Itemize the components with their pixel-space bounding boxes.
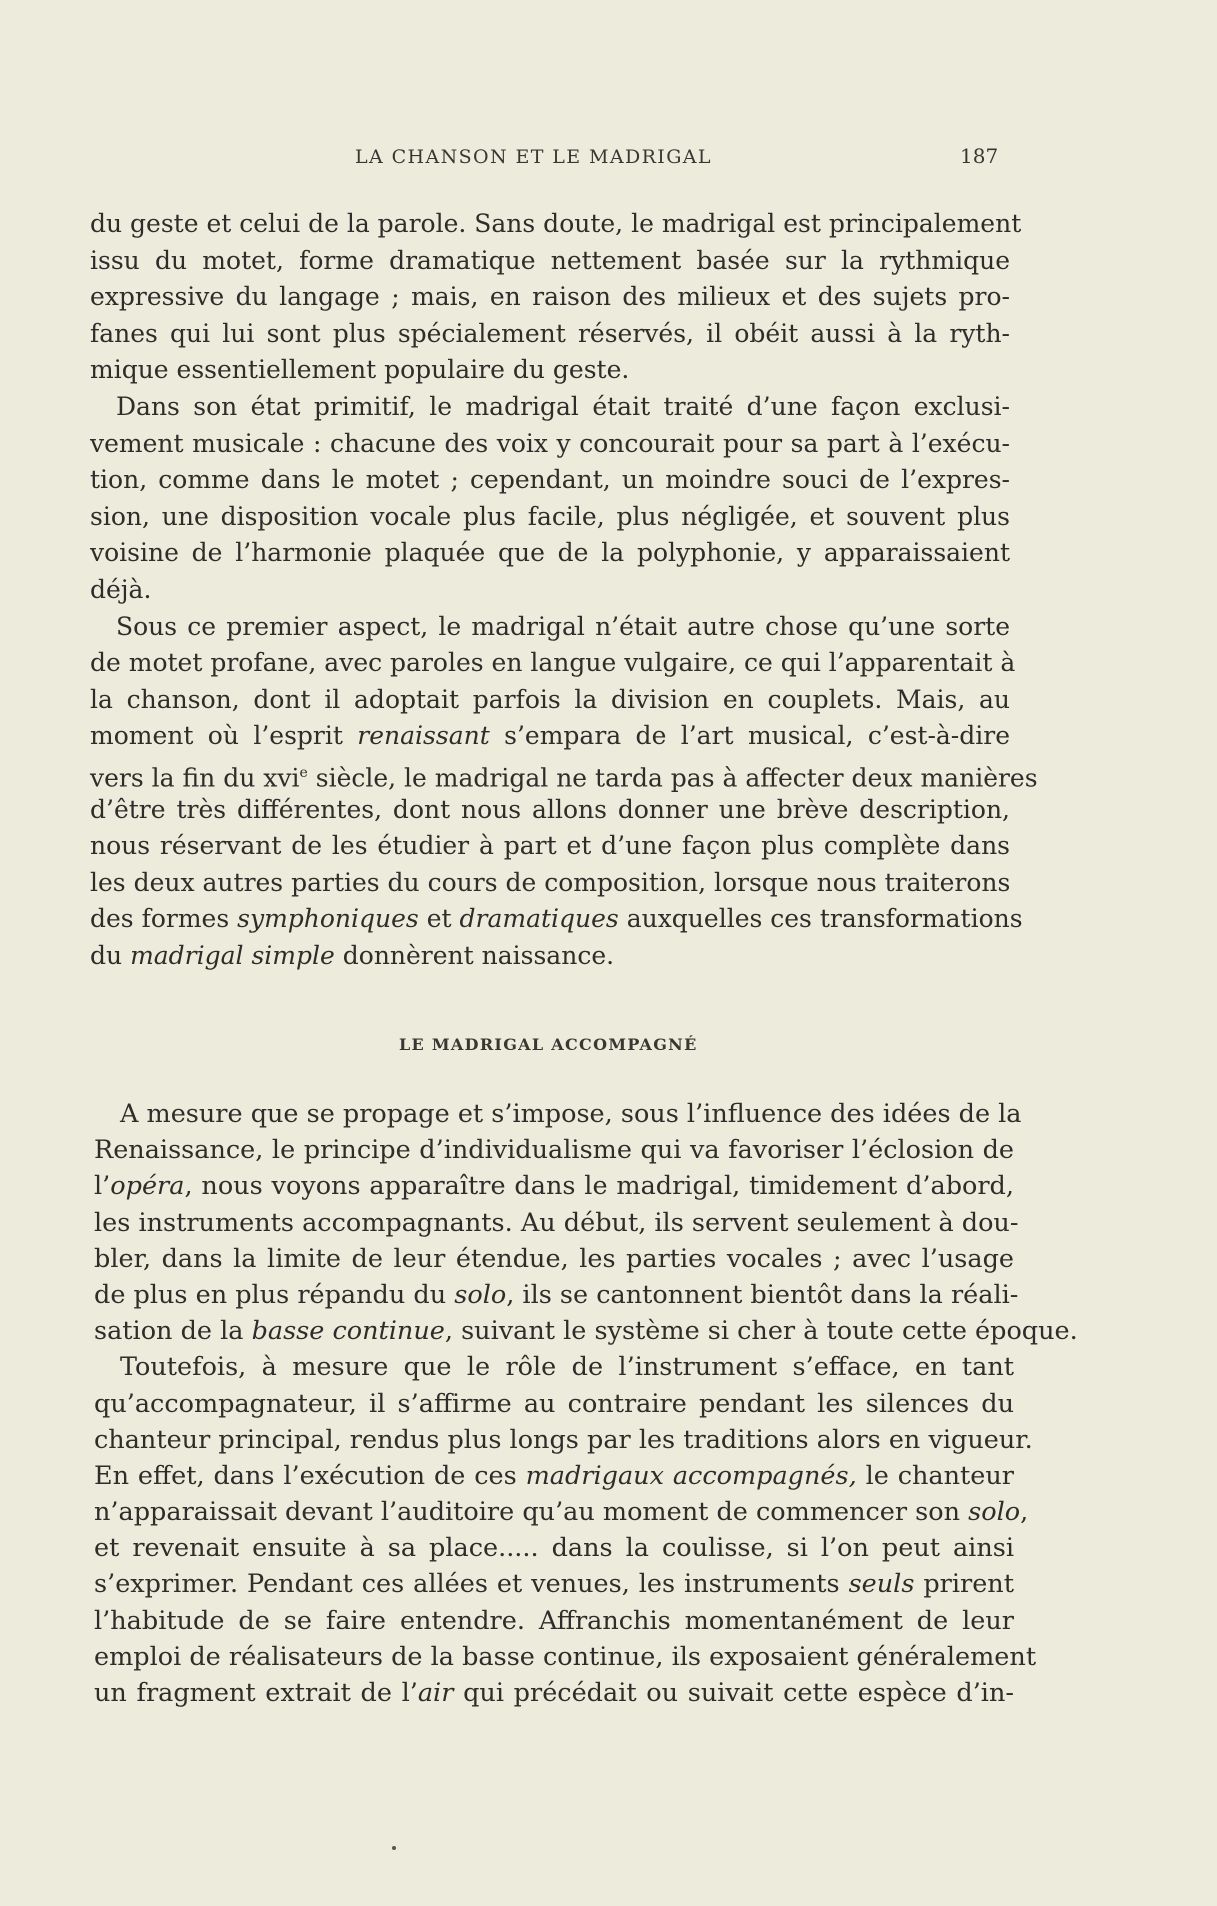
text-line: vers la fin du xvi$^e$ siècle, le madrigal ne tarda pas à affecter deux manières [90,763,1038,793]
text-line: d’être très différentes, dont nous allons donner une brève description, [90,794,1010,824]
text-block-bottom [94,1096,1078,1711]
text-block-top [90,206,1038,974]
text-line: l’opéra, nous voyons apparaître dans le madrigal, timidement d’abord, [94,1171,1014,1202]
text-line: du madrigal simple donnèrent naissance. [90,940,615,970]
text-line: la chanson, dont il adoptait parfois la division en couplets. Mais, au [90,684,1010,714]
text-line: sation de la basse continue, suivant le système si cher à toute cette époque. [94,1316,1078,1347]
italic-word: opéra [110,1171,185,1202]
text-line: issu du motet, forme dramatique nettement basée sur la rythmique [90,245,1010,275]
text-line: sion, une disposition vocale plus facile, plus négligée, et souvent plus [90,501,1010,531]
text-line: moment où l’esprit renaissant s’empara de l’art musical, c’est-à-dire [90,721,1010,751]
text-line: emploi de réalisateurs de la basse continue, ils exposaient généralement [94,1641,1037,1672]
italic-word: madrigal simple [130,940,335,970]
text-line: Toutefois, à mesure que le rôle de l’instrument s’efface, en tant [120,1352,1014,1383]
text-line: chanteur principal, rendus plus longs par les traditions alors en vigueur. [94,1424,1033,1455]
text-line: s’exprimer. Pendant ces allées et venues, les instruments seuls prirent [94,1569,1014,1600]
italic-word: solo [968,1497,1021,1528]
italic-word: basse continue [251,1316,445,1347]
text-line: n’apparaissait devant l’auditoire qu’au moment de commencer son solo, [94,1497,1029,1528]
italic-word: seuls [848,1569,915,1600]
text-line: du geste et celui de la parole. Sans doute, le madrigal est principalement [90,209,1022,238]
text-line: voisine de l’harmonie plaquée que de la polyphonie, y apparaissaient [90,538,1010,568]
text-line: tion, comme dans le motet ; cependant, un moindre souci de l’expres- [90,465,1010,495]
text-line: Dans son état primitif, le madrigal était traité d’une façon exclusi- [116,391,1010,421]
text-line: qu’accompagnateur, il s’affirme au contraire pendant les silences du [94,1388,1014,1419]
text-line: les deux autres parties du cours de composition, lorsque nous traiterons [90,867,1011,897]
section-heading: LE MADRIGAL ACCOMPAGNÉ [399,1035,698,1054]
text-line: mique essentiellement populaire du geste. [90,355,630,385]
running-head-title: LA CHANSON ET LE MADRIGAL [355,146,712,168]
text-line: de motet profane, avec paroles en langue vulgaire, ce qui l’apparentait à [90,648,1016,678]
text-line: des formes symphoniques et dramatiques auxquelles ces transformations [90,904,1023,934]
text-line: vement musicale : chacune des voix y concourait pour sa part à l’exécu- [90,428,1010,458]
text-line: fanes qui lui sont plus spécialement réservés, il obéit aussi à la ryth- [90,318,1010,348]
italic-word: dramatiques [459,904,619,934]
text-line: bler, dans la limite de leur étendue, les parties vocales ; avec l’usage [94,1243,1014,1274]
text-line: l’habitude de se faire entendre. Affranchis momentanément de leur [94,1605,1014,1636]
printer-dot-mark [392,1846,396,1850]
text-line: de plus en plus répandu du solo, ils se cantonnent bientôt dans la réali- [94,1279,1019,1310]
italic-word: air [417,1678,454,1708]
text-line: expressive du langage ; mais, en raison des milieux et des sujets pro- [90,282,1010,312]
italic-word: solo [454,1279,507,1310]
text-line: et revenait ensuite à sa place..... dans la coulisse, si l’on peut ainsi [94,1533,1014,1564]
page-number: 187 [960,144,999,168]
text-line: nous réservant de les étudier à part et d’une façon plus complète dans [90,831,1010,861]
italic-word: madrigaux accompagnés, [525,1460,857,1491]
text-line: A mesure que se propage et s’impose, sous l’influence des idées de la [120,1099,1022,1129]
italic-word: renaissant [357,721,490,751]
text-line: Sous ce premier aspect, le madrigal n’était autre chose qu’une sorte [116,611,1010,641]
text-line: un fragment extrait de l’air qui précédait ou suivait cette espèce d’in- [94,1678,1014,1708]
text-line: En effet, dans l’exécution de ces madrigaux accompagnés, le chanteur [94,1460,1014,1491]
text-line: les instruments accompagnants. Au début, ils servent seulement à dou- [94,1207,1019,1238]
text-line: Renaissance, le principe d’individualisme qui va favoriser l’éclosion de [94,1135,1014,1166]
italic-word: symphoniques [237,904,419,934]
text-line: déjà. [90,574,152,604]
